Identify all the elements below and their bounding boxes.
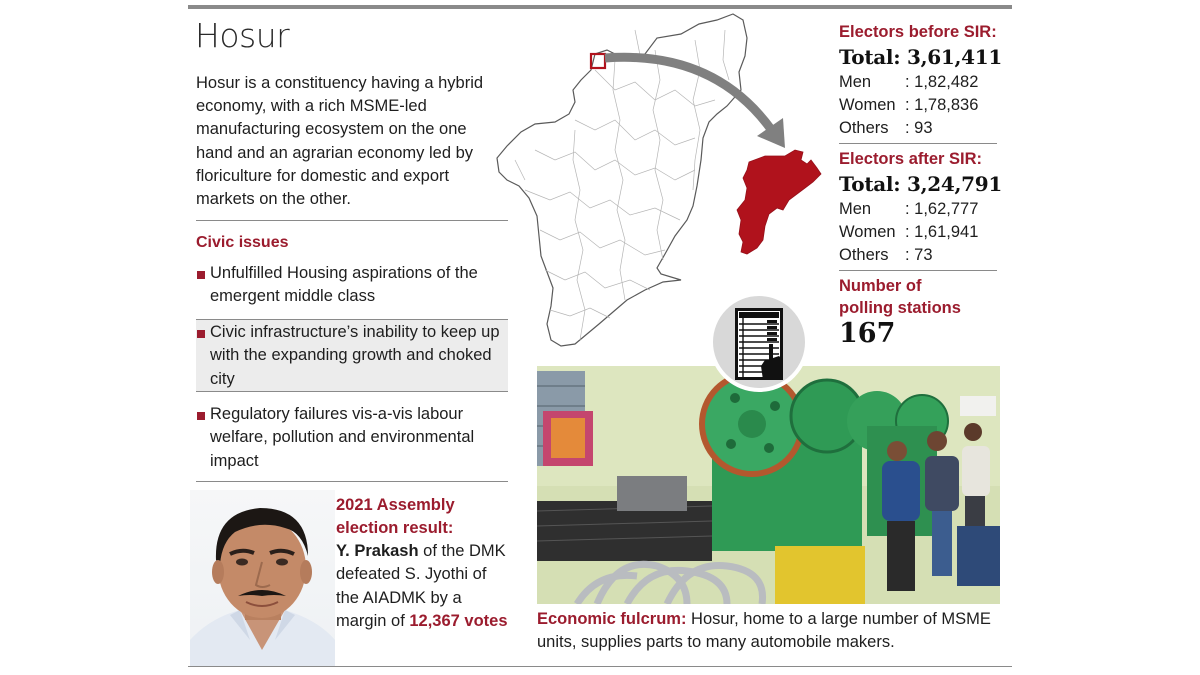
row-value: : 1,61,941 (905, 223, 979, 241)
elector-row (839, 198, 1014, 221)
row-label: Men (839, 73, 872, 91)
divider (196, 220, 508, 221)
civic-issue-item (196, 403, 508, 473)
polling-heading (839, 275, 1014, 319)
caption-lead: Economic fulcrum: (537, 610, 687, 628)
row-value: : 93 (905, 119, 933, 137)
result-heading-line: election result: (336, 519, 454, 538)
factory-photo-illustration-icon (537, 366, 1000, 604)
winner-name: Y. Prakash (336, 542, 419, 560)
row-label: Men (839, 200, 872, 218)
page-title: Hosur (195, 16, 290, 55)
electors-after-heading: Electors after SIR: (839, 150, 983, 168)
electors-after-total (839, 170, 1014, 198)
row-label: Others (839, 246, 889, 264)
elector-row (839, 244, 1014, 267)
photo-caption (537, 608, 1007, 655)
elector-row (839, 94, 1014, 117)
row-value: : 73 (905, 246, 933, 264)
divider (196, 481, 508, 482)
result-heading-line: 2021 Assembly (336, 496, 455, 514)
factory-photo (537, 366, 1000, 604)
square-bullet-icon (197, 330, 205, 338)
civic-issue-text: Regulatory failures vis-a-vis labour welfare, pollution and environmental impact (210, 405, 475, 470)
elector-row (839, 221, 1014, 244)
victory-margin: 12,367 votes (409, 611, 508, 630)
civic-issue-item (196, 262, 508, 309)
portrait-illustration-icon (190, 490, 335, 666)
row-label: Others (839, 119, 889, 137)
square-bullet-icon (197, 271, 205, 279)
total-value: 3,24,791 (906, 172, 1003, 196)
result-description: of the DMK defeated S. Jyothi of the AIADMK by a margin of (336, 542, 506, 630)
caption-text: Hosur, home to a large number of MSME units, supplies parts to many automobile makers. (537, 610, 991, 652)
row-value: : 1,82,482 (905, 73, 979, 91)
divider (839, 270, 997, 271)
electors-before-heading: Electors before SIR: (839, 23, 997, 41)
top-rule (188, 5, 1012, 9)
elector-row (839, 71, 1014, 94)
row-value: : 1,78,836 (905, 96, 979, 114)
electors-before-total (839, 43, 1014, 71)
candidate-portrait (190, 490, 335, 666)
row-value: : 1,62,777 (905, 200, 979, 218)
evm-voting-machine-icon (709, 292, 809, 392)
square-bullet-icon (197, 412, 205, 420)
polling-heading-line: polling stations (839, 299, 961, 317)
divider (839, 143, 997, 144)
elector-row (839, 117, 1014, 140)
evm-glyph-icon (713, 296, 805, 388)
bottom-rule (188, 666, 1012, 667)
result-text (336, 540, 511, 633)
polling-station-count: 167 (839, 318, 896, 349)
elector-stats (839, 21, 1014, 349)
intro-text: Hosur is a constituency having a hybrid economy, with a rich MSME-led manufacturing ecosystem on the one hand and an agrarian economy led by floriculture for domestic and export markets on the other. (196, 74, 484, 209)
total-value: 3,61,411 (906, 45, 1003, 69)
total-label: Total: (839, 172, 901, 196)
row-label: Women (839, 223, 896, 241)
hosur-constituency-shape-icon (733, 148, 825, 260)
civic-issue-item-highlighted (196, 319, 508, 392)
total-label: Total: (839, 45, 901, 69)
civic-issue-text: Civic infrastructure’s inability to keep up with the expanding growth and choked city (210, 323, 500, 388)
civic-issue-text: Unfulfilled Housing aspirations of the emergent middle class (210, 264, 478, 306)
civic-issues-heading: Civic issues (196, 234, 289, 251)
row-label: Women (839, 96, 896, 114)
polling-heading-line: Number of (839, 277, 922, 295)
result-heading (336, 494, 455, 541)
